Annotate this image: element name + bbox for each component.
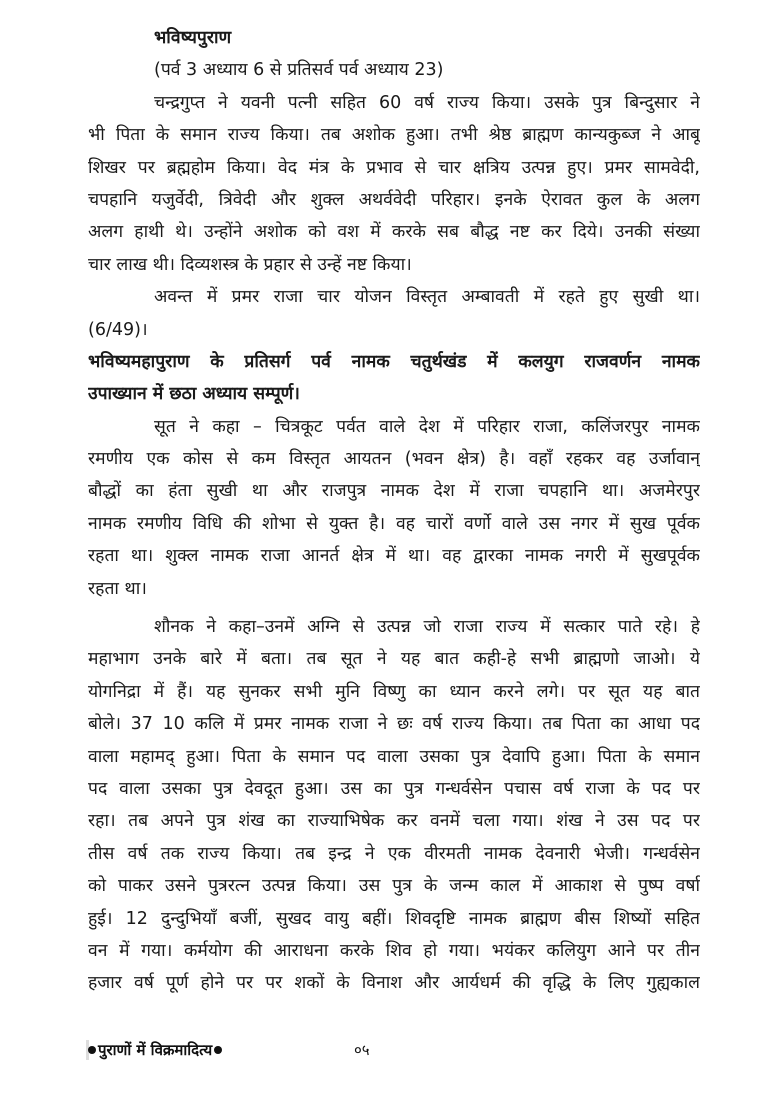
paragraph-2 bbox=[88, 281, 700, 346]
text-line: रहा। तब अपने पुत्र शंख का राज्याभिषेक कर वनमें चला गया। शंख ने उस पद पर bbox=[88, 811, 700, 832]
text-line: चार लाख थी। दिव्यशस्त्र के प्रहार से उन्हें नष्ट किया। bbox=[88, 254, 412, 275]
text-line: भी पिता के समान राज्य किया। तब अशोक हुआ। तभी श्रेष्ठ ब्राह्मण कान्यकुब्ज ने आबू bbox=[88, 125, 700, 146]
page-footer bbox=[86, 1040, 686, 1064]
running-footer-title bbox=[86, 1040, 224, 1060]
bullet-dot-icon bbox=[88, 1046, 96, 1054]
document-title: भविष्यपुराण bbox=[154, 28, 232, 48]
paragraph-4 bbox=[88, 611, 700, 1000]
text-line: महाभाग उनके बारे में बता। तब सूत ने यह बात कही-हे सभी ब्राह्मणो जाओ। ये bbox=[88, 649, 700, 670]
bullet-dot-icon bbox=[214, 1046, 222, 1054]
heading-line: उपाख्यान में छठा अध्याय सम्पूर्ण। bbox=[88, 384, 300, 405]
text-line: बोले। 37 10 कलि में प्रमर नामक राजा ने छः वर्ष राज्य किया। तब पिता का आधा पद bbox=[88, 714, 700, 735]
text-line: शिखर पर ब्रह्महोम किया। वेद मंत्र के प्रभाव से चार क्षत्रिय उत्पन्न हुए। प्रमर सामवेदी, bbox=[88, 157, 700, 178]
text-line: वाला महामद् हुआ। पिता के समान पद वाला उसका पुत्र देवापि हुआ। पिता के समान bbox=[88, 746, 700, 767]
text-line: नामक रमणीय विधि की शोभा से युक्त है। वह चारों वर्णो वाले उस नगर में सुख पूर्वक bbox=[88, 513, 700, 534]
document-subtitle: (पर्व 3 अध्याय 6 से प्रतिसर्व पर्व अध्याय 23) bbox=[154, 60, 444, 81]
text-line: वन में गया। कर्मयोग की आराधना करके शिव हो गया। भयंकर कलियुग आने पर तीन bbox=[88, 940, 700, 961]
text-line: योगनिद्रा में हैं। यह सुनकर सभी मुनि विष्णु का ध्यान करने लगे। पर सूत यह बात bbox=[88, 681, 700, 702]
text-line: चन्द्रगुप्त ने यवनी पत्नी सहित 60 वर्ष राज्य किया। उसके पुत्र बिन्दुसार ने bbox=[154, 92, 700, 113]
text-line: रहता था। bbox=[88, 578, 147, 599]
text-line: तीस वर्ष तक राज्य किया। तब इन्द्र ने एक वीरमती नामक देवनारी भेजी। गन्धर्वसेन bbox=[88, 843, 700, 864]
text-line: सूत ने कहा – चित्रकूट पर्वत वाले देश में परिहार राजा, कलिंजरपुर नामक bbox=[154, 416, 700, 437]
paragraph-1 bbox=[88, 87, 700, 281]
text-line: रहता था। शुक्ल नामक राजा आनर्त क्षेत्र में था। वह द्वारका नामक नगरी में सुखपूर्वक bbox=[88, 546, 700, 567]
document-page bbox=[88, 22, 700, 1000]
text-line: अलग हाथी थे। उन्होंने अशोक को वश में करके सब बौद्ध नष्ट कर दिये। उनकी संख्या bbox=[88, 222, 700, 243]
verse-reference: (6/49)। bbox=[88, 319, 148, 340]
heading-line: भविष्यमहापुराण के प्रतिसर्ग पर्व नामक चतुर्थखंड में कलयुग राजवर्णन नामक bbox=[88, 351, 700, 372]
text-line: चपहानि यजुर्वेदी, त्रिवेदी और शुक्ल अथर्ववेदी परिहार। इनके ऐरावत कुल के अलग bbox=[88, 189, 700, 210]
book-title: पुराणों में विक्रमादित्य bbox=[98, 1041, 213, 1059]
text-line: बौद्धों का हंता सुखी था और राजपुत्र नामक देश में राजा चपहानि था। अजमेरपुर bbox=[88, 481, 700, 502]
text-line: हुई। 12 दुन्दुभियाँ बजीं, सुखद वायु बहीं। शिवदृष्टि नामक ब्राह्मण बीस शिष्यों सहित bbox=[88, 908, 700, 929]
text-line: हजार वर्ष पूर्ण होने पर पर शकों के विनाश और आर्यधर्म की वृद्धि के लिए गुह्यकाल bbox=[88, 973, 700, 994]
text-line: रमणीय एक कोस से कम विस्तृत आयतन (भवन क्षेत्र) है। वहाँ रहकर वह उर्जावान् bbox=[88, 449, 700, 470]
text-line: अवन्त में प्रमर राजा चार योजन विस्तृत अम्बावती में रहते हुए सुखी था। bbox=[154, 287, 700, 308]
text-line: शौनक ने कहा–उनमें अग्नि से उत्पन्न जो राजा राज्य में सत्कार पाते रहे। हे bbox=[154, 617, 700, 638]
chapter-closing-heading bbox=[88, 346, 700, 411]
page-number: ०५ bbox=[354, 1041, 370, 1059]
paragraph-3 bbox=[88, 411, 700, 605]
text-line: को पाकर उसने पुत्ररत्न उत्पन्न किया। उस पुत्र के जन्म काल में आकाश से पुष्प वर्षा bbox=[88, 876, 700, 897]
text-line: पद वाला उसका पुत्र देवदूत हुआ। उस का पुत्र गन्धर्वसेन पचास वर्ष राजा के पद पर bbox=[88, 778, 700, 799]
